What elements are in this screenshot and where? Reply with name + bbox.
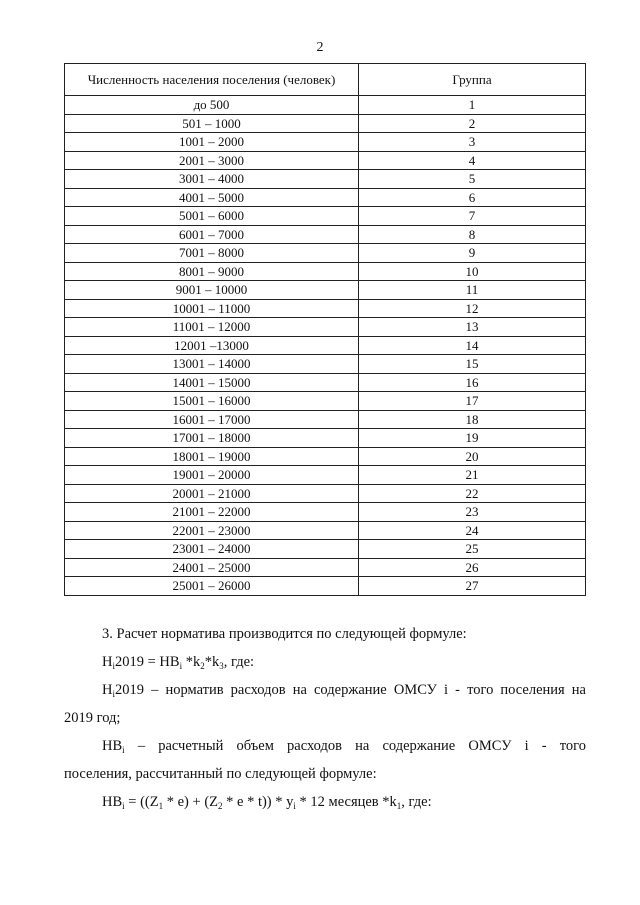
table-row	[65, 355, 586, 374]
table-row	[65, 225, 586, 244]
group-number-cell: 6	[359, 188, 586, 207]
table-row	[65, 484, 586, 503]
group-number-cell: 11	[359, 281, 586, 300]
group-number-cell: 13	[359, 318, 586, 337]
formula-volume	[64, 788, 586, 816]
table-row	[65, 521, 586, 540]
f2-hb: НВ	[102, 794, 123, 810]
formula-k3: *k	[204, 654, 220, 670]
table-row	[65, 318, 586, 337]
group-number-cell: 18	[359, 410, 586, 429]
table-row	[65, 410, 586, 429]
def2-sub: i	[122, 745, 125, 755]
f2-p3: * e * t)) * y	[222, 794, 294, 810]
group-number-cell: 20	[359, 447, 586, 466]
population-range-cell: 15001 – 16000	[65, 392, 359, 411]
population-range-cell: 24001 – 25000	[65, 558, 359, 577]
population-range-cell: 22001 – 23000	[65, 521, 359, 540]
population-range-cell: 4001 – 5000	[65, 188, 359, 207]
table-row	[65, 336, 586, 355]
table-row	[65, 503, 586, 522]
table-row	[65, 299, 586, 318]
f2-p1: = ((Z	[124, 794, 159, 810]
table-body	[65, 96, 586, 596]
table-row	[65, 244, 586, 263]
population-range-cell: 501 – 1000	[65, 114, 359, 133]
definition-normative-line2: 2019 год;	[64, 710, 121, 726]
group-number-cell: 5	[359, 170, 586, 189]
f2-y-sub: i	[293, 801, 296, 811]
group-number-cell: 14	[359, 336, 586, 355]
group-number-cell: 19	[359, 429, 586, 448]
population-range-cell: 25001 – 26000	[65, 577, 359, 596]
table-row	[65, 262, 586, 281]
formula-h-sub: i	[112, 661, 115, 671]
population-range-cell: 6001 – 7000	[65, 225, 359, 244]
group-number-cell: 17	[359, 392, 586, 411]
population-range-cell: 13001 – 14000	[65, 355, 359, 374]
population-range-cell: 18001 – 19000	[65, 447, 359, 466]
table-row	[65, 96, 586, 115]
group-number-cell: 4	[359, 151, 586, 170]
population-range-cell: 7001 – 8000	[65, 244, 359, 263]
population-range-cell: 12001 –13000	[65, 336, 359, 355]
group-number-cell: 12	[359, 299, 586, 318]
group-number-cell: 7	[359, 207, 586, 226]
population-range-cell: 10001 – 11000	[65, 299, 359, 318]
f2-p4: * 12 месяцев *k	[295, 794, 397, 810]
table-row	[65, 429, 586, 448]
population-range-cell: 16001 – 17000	[65, 410, 359, 429]
population-range-cell: 11001 – 12000	[65, 318, 359, 337]
table-row	[65, 188, 586, 207]
population-range-cell: 14001 – 15000	[65, 373, 359, 392]
formula-normative	[64, 648, 586, 676]
f2-k1-sub: 1	[396, 801, 402, 811]
page-number: 2	[316, 40, 324, 55]
group-number-cell: 2	[359, 114, 586, 133]
f2-p5: , где:	[401, 794, 432, 810]
def1-h: Н	[102, 682, 113, 698]
formula-k2-sub: 2	[200, 661, 205, 671]
table-row	[65, 373, 586, 392]
group-number-cell: 10	[359, 262, 586, 281]
header-population: Численность населения поселения (человек)	[65, 64, 359, 96]
formula-h: Н	[102, 654, 113, 670]
def2-hb: НВ	[102, 738, 123, 754]
formula-k2: *k	[182, 654, 201, 670]
table-row	[65, 558, 586, 577]
table-row	[65, 392, 586, 411]
table-row	[65, 466, 586, 485]
group-number-cell: 27	[359, 577, 586, 596]
f2-hb-sub: i	[122, 801, 125, 811]
population-range-cell: 17001 – 18000	[65, 429, 359, 448]
header-group: Группа	[359, 64, 586, 96]
table-row	[65, 577, 586, 596]
def1-text: 2019 – норматив расходов на содержание ОМСУ i - того поселения на	[115, 682, 586, 698]
def2-text: – расчетный объем расходов на содержание ОМСУ i - того	[124, 738, 586, 754]
population-range-cell: 3001 – 4000	[65, 170, 359, 189]
definition-volume-line1	[64, 732, 586, 760]
table-row	[65, 281, 586, 300]
table-row	[65, 133, 586, 152]
f2-z2-sub: 2	[218, 801, 223, 811]
population-range-cell: 9001 – 10000	[65, 281, 359, 300]
population-group-table	[64, 63, 586, 596]
group-number-cell: 21	[359, 466, 586, 485]
group-number-cell: 26	[359, 558, 586, 577]
table-row	[65, 114, 586, 133]
group-number-cell: 22	[359, 484, 586, 503]
group-number-cell: 16	[359, 373, 586, 392]
formula-hb-sub: i	[179, 661, 183, 671]
population-range-cell: 5001 – 6000	[65, 207, 359, 226]
formula-tail: , где:	[223, 654, 255, 670]
group-number-cell: 3	[359, 133, 586, 152]
population-range-cell: 20001 – 21000	[65, 484, 359, 503]
table-row	[65, 540, 586, 559]
population-range-cell: до 500	[65, 96, 359, 115]
definition-normative-line1	[64, 676, 586, 704]
f2-p2: * e) + (Z	[163, 794, 219, 810]
group-number-cell: 24	[359, 521, 586, 540]
group-number-cell: 25	[359, 540, 586, 559]
population-range-cell: 2001 – 3000	[65, 151, 359, 170]
table-row	[65, 447, 586, 466]
table-row	[65, 170, 586, 189]
group-number-cell: 15	[359, 355, 586, 374]
table-row	[65, 207, 586, 226]
table-row	[65, 151, 586, 170]
population-range-cell: 21001 – 22000	[65, 503, 359, 522]
body-text	[64, 620, 586, 816]
population-range-cell: 8001 – 9000	[65, 262, 359, 281]
group-number-cell: 23	[359, 503, 586, 522]
population-range-cell: 19001 – 20000	[65, 466, 359, 485]
definition-volume-line2: поселения, рассчитанный по следующей формуле:	[64, 766, 377, 782]
formula-year-eq: 2019 = НВ	[115, 654, 180, 670]
population-range-cell: 1001 – 2000	[65, 133, 359, 152]
group-number-cell: 8	[359, 225, 586, 244]
def1-sub: i	[112, 689, 115, 699]
group-number-cell: 9	[359, 244, 586, 263]
f2-z1-sub: 1	[158, 801, 164, 811]
group-number-cell: 1	[359, 96, 586, 115]
table-header-row	[65, 64, 586, 96]
section-intro: 3. Расчет норматива производится по следующей формуле:	[102, 626, 467, 642]
formula-k3-sub: 3	[219, 661, 224, 671]
population-range-cell: 23001 – 24000	[65, 540, 359, 559]
